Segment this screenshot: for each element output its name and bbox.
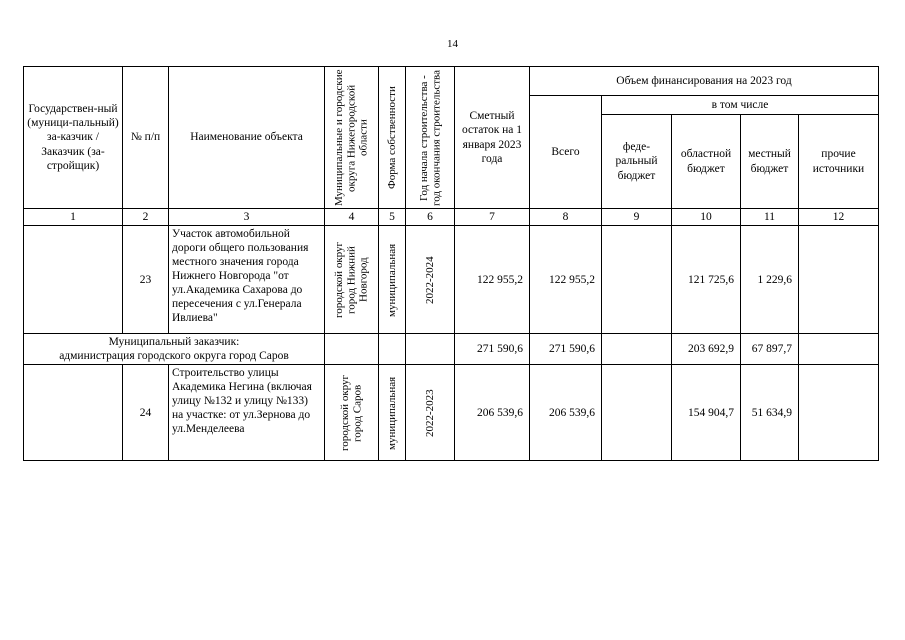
subtotal-empty [325, 334, 379, 365]
row-ownership [379, 365, 406, 461]
subtotal-local: 67 897,7 [741, 334, 799, 365]
column-index: 10 [672, 209, 741, 226]
column-index: 3 [169, 209, 325, 226]
header-ownership-text: Форма собственности [385, 86, 398, 189]
row-federal [602, 365, 672, 461]
header-number: № п/п [123, 67, 169, 209]
column-index-row [24, 209, 879, 226]
header-customer: Государствен-ный (муници-пальный) за-казчик / Заказчик (за-стройщик) [24, 67, 123, 209]
column-index: 6 [406, 209, 455, 226]
header-regional: областной бюджет [672, 115, 741, 209]
row-ownership-text: муниципальная [385, 375, 398, 450]
header-local: местный бюджет [741, 115, 799, 209]
row-municipality-text: городской округ город Нижний Новгород [333, 241, 370, 318]
column-index: 11 [741, 209, 799, 226]
subtotal-empty [379, 334, 406, 365]
column-index: 1 [24, 209, 123, 226]
row-balance: 122 955,2 [455, 226, 530, 334]
row-ownership [379, 226, 406, 334]
row-object-name: Участок автомобильной дороги общего пользования местного значения города Нижнего Новгорода "от ул.Академика Сахарова до пересечения с ул.Генерала Ивлиева" [169, 226, 325, 334]
row-municipality [325, 365, 379, 461]
row-customer-cell [24, 226, 123, 334]
column-index: 5 [379, 209, 406, 226]
row-local: 51 634,9 [741, 365, 799, 461]
table-row [24, 226, 879, 334]
row-balance: 206 539,6 [455, 365, 530, 461]
header-municipality [325, 67, 379, 209]
row-years-text: 2022-2023 [423, 388, 436, 437]
subtotal-label [24, 334, 325, 365]
row-municipality-text: городской округ город Саров [339, 374, 364, 451]
row-local: 1 229,6 [741, 226, 799, 334]
subtotal-federal [602, 334, 672, 365]
subtotal-total: 271 590,6 [530, 334, 602, 365]
subtotal-other [799, 334, 879, 365]
row-number: 23 [123, 226, 169, 334]
row-ownership-text: муниципальная [385, 242, 398, 317]
row-federal [602, 226, 672, 334]
header-ownership [379, 67, 406, 209]
table-row [24, 365, 879, 461]
subtotal-empty [406, 334, 455, 365]
row-number: 24 [123, 365, 169, 461]
header-municipality-text: Муниципальные и городские округа Нижегородской области [333, 69, 370, 206]
column-index: 2 [123, 209, 169, 226]
row-other [799, 226, 879, 334]
subtotal-label-line2: администрация городского округа город Саров [59, 350, 289, 363]
column-index: 9 [602, 209, 672, 226]
subtotal-label-line1: Муниципальный заказчик: [108, 336, 240, 349]
row-municipality [325, 226, 379, 334]
header-other: прочие источники [799, 115, 879, 209]
row-object-name: Строительство улицы Академика Негина (включая улицу №132 и улицу №133) на участке: от ул.Зернова до ул.Менделеева [169, 365, 325, 461]
row-regional: 154 904,7 [672, 365, 741, 461]
subtotal-row [24, 334, 879, 365]
header-years [406, 67, 455, 209]
header-total: Всего [530, 96, 602, 209]
header-estimated-balance: Сметный остаток на 1 января 2023 года [455, 67, 530, 209]
row-regional: 121 725,6 [672, 226, 741, 334]
column-index: 8 [530, 209, 602, 226]
header-financing-volume: Объем финансирования на 2023 год [530, 67, 879, 96]
header-federal: феде-ральный бюджет [602, 115, 672, 209]
row-customer-cell [24, 365, 123, 461]
row-years [406, 226, 455, 334]
header-including: в том числе [602, 96, 879, 115]
column-index: 7 [455, 209, 530, 226]
row-years-text: 2022-2024 [423, 255, 436, 304]
row-other [799, 365, 879, 461]
financing-table [23, 66, 879, 461]
row-total: 206 539,6 [530, 365, 602, 461]
column-index: 4 [325, 209, 379, 226]
header-object-name: Наименование объекта [169, 67, 325, 209]
subtotal-balance: 271 590,6 [455, 334, 530, 365]
header-years-text: Год начала строительства - год окончания строительства [417, 69, 442, 206]
subtotal-regional: 203 692,9 [672, 334, 741, 365]
row-total: 122 955,2 [530, 226, 602, 334]
column-index: 12 [799, 209, 879, 226]
page-number: 14 [447, 38, 458, 50]
row-years [406, 365, 455, 461]
